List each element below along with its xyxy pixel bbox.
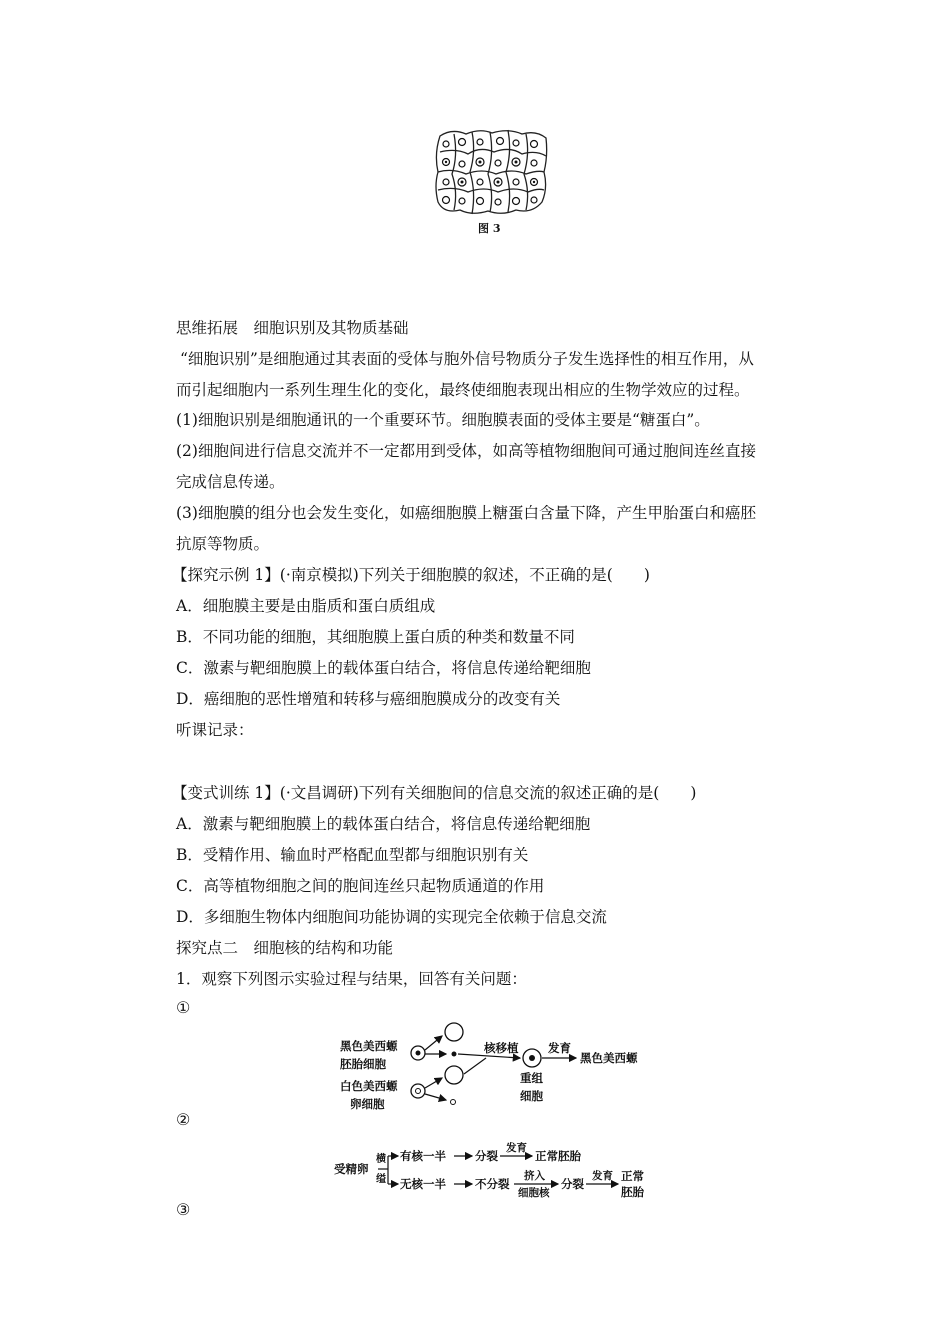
discarded-nucleus [451,1100,456,1105]
label-develop-top: 发育 [506,1142,527,1154]
diagram-nuclear-transplant [336,1020,656,1120]
option-a: A．细胞膜主要是由脂质和蛋白质组成 [176,597,436,615]
label-divide-2: 分裂 [561,1177,584,1191]
extracted-nucleus [452,1052,457,1057]
diagram-zygote-ligation [332,1142,652,1200]
paragraph-line: (1)细胞识别是细胞通讯的一个重要环节。细胞膜表面的受体主要是“糖蛋白”。 [176,411,710,429]
paragraph-line: (2)细胞间进行信息交流并不一定都用到受体，如高等植物细胞间可通过胞间连丝直接 [176,442,756,460]
label-recombined-1: 重组 [520,1071,543,1085]
figure3-caption: 图 3 [478,222,501,235]
label-cut-1: 横 [376,1154,386,1165]
enucleated-black-cell [445,1023,463,1041]
label-squeeze-1: 挤入 [524,1170,545,1182]
label-develop-bottom: 发育 [592,1170,613,1182]
label-with-nucleus: 有核一半 [400,1149,446,1163]
marker-1: ① [176,998,191,1017]
example-question-title: 【探究示例 1】(·南京模拟)下列关于细胞膜的叙述，不正确的是( ) [172,566,650,584]
section-heading-nucleus: 探究点二 细胞核的结构和功能 [176,939,394,957]
label-develop: 发育 [548,1041,571,1055]
label-without-nucleus: 无核一半 [400,1177,446,1191]
label-normal-embryo: 正常胚胎 [535,1149,581,1163]
label-squeeze-2: 细胞核 [518,1187,550,1199]
question-1-stem: 1．观察下列图示实验过程与结果，回答有关问题： [176,970,527,988]
paragraph-line: 而引起细胞内一系列生理生化的变化，最终使细胞表现出相应的生物学效应的过程。 [176,381,750,399]
label-result: 黑色美西螈 [580,1051,638,1065]
enucleated-egg-cell [445,1066,463,1084]
option-b: B．受精作用、输血时严格配血型都与细胞识别有关 [176,846,529,864]
paragraph-line: “细胞识别”是细胞通过其表面的受体与胞外信号物质分子发生选择性的相互作用，从 [180,350,754,368]
label-normal-1: 正常 [621,1169,644,1183]
marker-2: ② [176,1110,191,1129]
label-black-1: 黑色美西螈 [340,1039,398,1053]
notes-label: 听课记录： [176,721,254,739]
label-cut-2: 缢 [376,1174,386,1185]
label-no-divide: 不分裂 [475,1177,510,1191]
figure3-cell-drawing [432,126,550,218]
variant-question-title: 【变式训练 1】(·文昌调研)下列有关细胞间的信息交流的叙述正确的是( ) [172,784,697,802]
option-c: C．高等植物细胞之间的胞间连丝只起物质通道的作用 [176,877,545,895]
paragraph-line: 抗原等物质。 [176,535,270,553]
option-b: B．不同功能的细胞，其细胞膜上蛋白质的种类和数量不同 [176,628,575,646]
label-recombined-2: 细胞 [520,1089,543,1103]
paragraph-line: 完成信息传递。 [176,473,285,491]
white-egg-cell [411,1084,425,1098]
option-c: C．激素与靶细胞膜上的载体蛋白结合，将信息传递给靶细胞 [176,659,591,677]
option-a: A．激素与靶细胞膜上的载体蛋白结合，将信息传递给靶细胞 [176,815,591,833]
label-zygote: 受精卵 [334,1162,369,1176]
label-divide: 分裂 [475,1149,498,1163]
label-normal-2: 胚胎 [621,1185,644,1199]
section-heading-thinking: 思维拓展 细胞识别及其物质基础 [176,319,409,337]
option-d: D．癌细胞的恶性增殖和转移与癌细胞膜成分的改变有关 [176,690,561,708]
marker-3: ③ [176,1200,191,1219]
option-d: D．多细胞生物体内细胞间功能协调的实现完全依赖于信息交流 [176,908,607,926]
label-transplant: 核移植 [484,1041,519,1055]
label-white-1: 白色美西螈 [340,1079,398,1093]
label-black-2: 胚胎细胞 [340,1057,386,1071]
label-white-2: 卵细胞 [350,1097,385,1111]
black-cell-nucleus [416,1051,421,1056]
paragraph-line: (3)细胞膜的组分也会发生变化，如癌细胞膜上糖蛋白含量下降，产生甲胎蛋白和癌胚 [176,504,756,522]
